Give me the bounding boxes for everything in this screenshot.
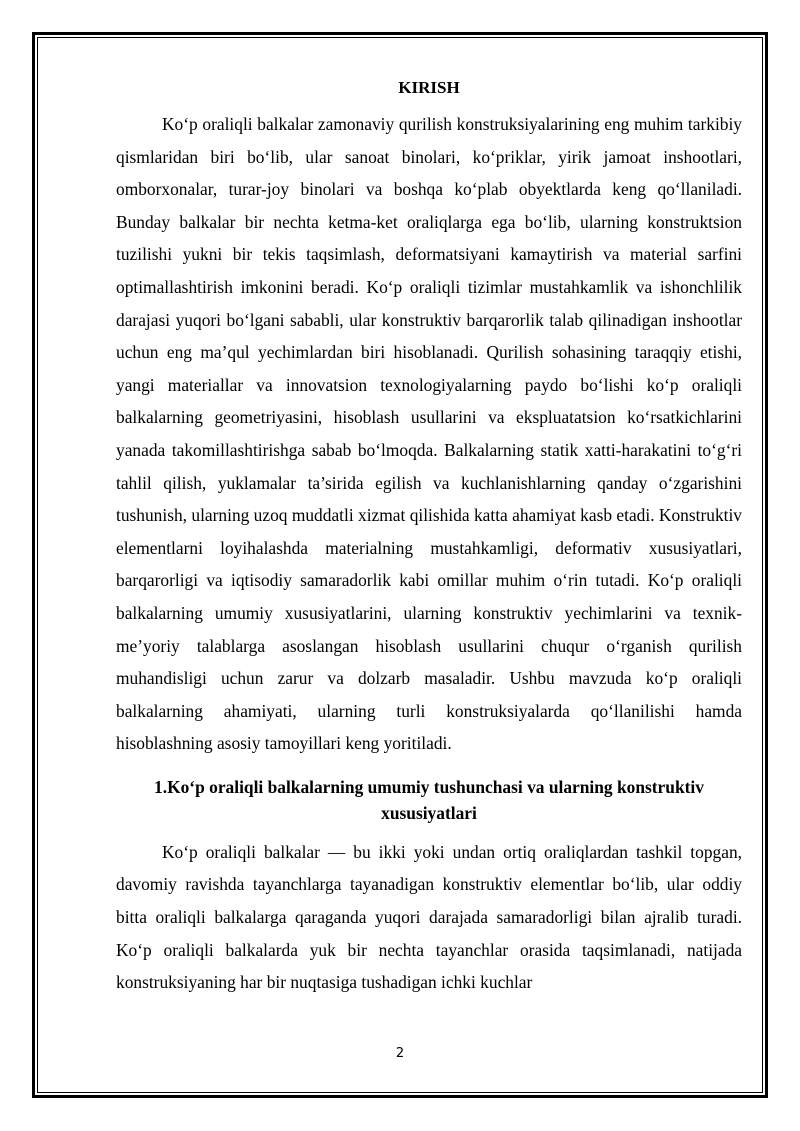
document-title: KIRISH: [398, 78, 460, 97]
section-heading-line1: 1.Ko‘p oraliqli balkalarning umumiy tushunchasi va ularning konstruktiv: [154, 776, 704, 797]
section-heading: [116, 774, 742, 826]
section-heading-line2: xususiyatlari: [381, 802, 477, 823]
section-paragraph: Ko‘p oraliqli balkalar — bu ikki yoki undan ortiq oraliqlardan tashkil topgan, davomiy ravishda tayanchlarga tayanadigan konstruktiv elementlar bo‘lib, ular oddiy bitta oraliqli balkalarga qaraganda yuqori darajada samaradorligi bilan ajralib turadi. Ko‘p oraliqli balkalarda yuk bir nechta tayanchlar orasida taqsimlanadi, natijada konstruksiyaning har bir nuqtasiga tushadigan ichki kuchlar: [116, 841, 742, 993]
document-body: [116, 72, 742, 999]
intro-paragraph: Ko‘p oraliqli balkalar zamonaviy qurilish konstruksiyalarining eng muhim tarkibiy qismlaridan biri bo‘lib, ular sanoat binolari, ko‘priklar, yirik jamoat inshootlari, omborxonalar, turar-joy binolari va boshqa ko‘plab obyektlarda keng qo‘llaniladi. Bunday balkalar bir nechta ketma-ket oraliqlarga ega bo‘lib, ularning konstruktsion tuzilishi yukni bir tekis taqsimlash, deformatsiyani kamaytirish va material sarfini optimallashtirish imkonini beradi. Ko‘p oraliqli tizimlar mustahkamlik va ishonchlilik darajasi yuqori bo‘lgani sababli, ular konstruktiv barqarorlik talab qilinadigan inshootlar uchun eng ma’qul yechimlardan biri hisoblanadi. Qurilish sohasining taraqqiy etishi, yangi materiallar va innovatsion texnologiyalarning paydo bo‘lishi ko‘p oraliqli balkalarning geometriyasini, hisoblash usullarini va ekspluatatsion ko‘rsatkichlarini yanada takomillashtirishga sabab bo‘lmoqda. Balkalarning statik xatti-harakatini to‘g‘ri tahlil qilish, yuklamalar ta’sirida egilish va kuchlanishlarning qanday o‘zgarishini tushunish, ularning uzoq muddatli xizmat qilishida katta ahamiyat kasb etadi. Konstruktiv elementlarni loyihalashda materialning mustahkamligi, deformativ xususiyatlari, barqarorligi va iqtisodiy samaradorlik kabi omillar muhim o‘rin tutadi. Ko‘p oraliqli balkalarning umumiy xususiyatlarini, ularning konstruktiv yechimlarini va texnik-me’yoriy talablarga asoslangan hisoblash usullarini chuqur o‘rganish qurilish muhandisligi uchun zarur va dolzarb masaladir. Ushbu mavzuda ko‘p oraliqli balkalarning ahamiyati, ularning turli konstruksiyalarda qo‘llanilishi hamda hisoblashning asosiy tamoyillari keng yoritiladi.: [116, 114, 742, 754]
page-number: 2: [395, 1046, 405, 1061]
